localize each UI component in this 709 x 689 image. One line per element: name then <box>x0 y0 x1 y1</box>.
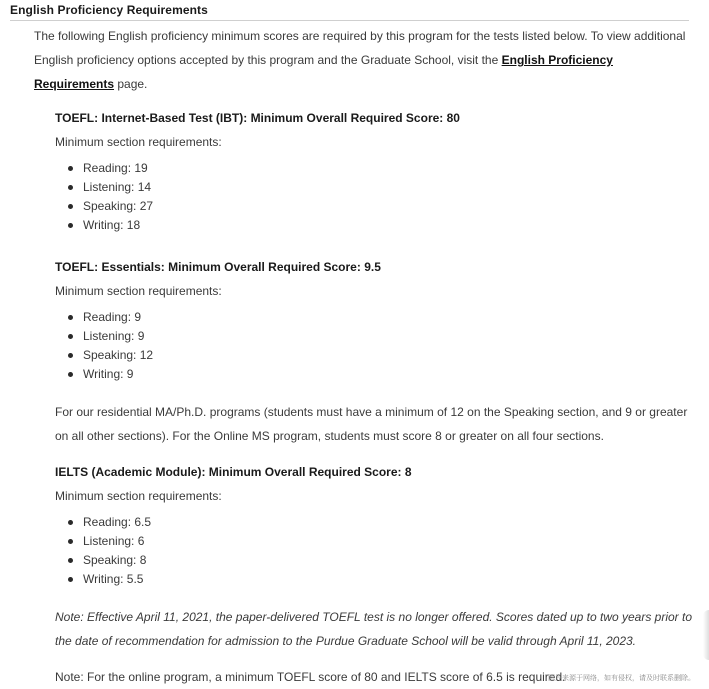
residential-requirements-note: For our residential MA/Ph.D. programs (students must have a minimum of 12 on the Speaking section, and 9 or greater on all other sections). For the Online MS program, students must score 8 or greater on all four sections. <box>55 405 688 443</box>
title-divider <box>10 20 689 21</box>
min-section-label: Minimum section requirements: <box>55 489 222 503</box>
list-item: Writing: 9 <box>83 365 695 384</box>
min-section-label: Minimum section requirements: <box>55 135 222 149</box>
list-item: Writing: 18 <box>83 216 695 235</box>
list-item: Speaking: 12 <box>83 346 695 365</box>
section-title: English Proficiency Requirements <box>10 3 208 17</box>
score-list <box>55 513 695 589</box>
list-item: Listening: 14 <box>83 178 695 197</box>
english-proficiency-link[interactable]: English Proficiency Requirements <box>34 53 613 91</box>
spacer <box>55 589 695 605</box>
list-item: Listening: 6 <box>83 532 695 551</box>
list-item: Listening: 9 <box>83 327 695 346</box>
watermark-text: 图片来源于网络，如有侵权，请及时联系删除。 <box>548 675 695 682</box>
list-item: Reading: 6.5 <box>83 513 695 532</box>
list-item: Reading: 9 <box>83 308 695 327</box>
test-heading: IELTS (Academic Module): Minimum Overall Required Score: 8 <box>55 465 412 479</box>
test-block-toefl-ibt <box>55 106 695 235</box>
score-list <box>55 308 695 384</box>
score-list <box>55 159 695 235</box>
spacer <box>55 653 695 665</box>
intro-paragraph <box>34 24 694 96</box>
min-section-label: Minimum section requirements: <box>55 284 222 298</box>
list-item: Reading: 19 <box>83 159 695 178</box>
list-item: Speaking: 27 <box>83 197 695 216</box>
intro-text-before: The following English proficiency minimum scores are required by this program for the tests listed below. To view additional English proficiency options accepted by this program and the Graduate School, visit the <box>34 29 686 67</box>
test-heading: TOEFL: Essentials: Minimum Overall Required Score: 9.5 <box>55 260 381 274</box>
test-block-ielts <box>55 460 695 589</box>
edge-shadow <box>703 610 709 660</box>
test-block-toefl-essentials <box>55 255 695 384</box>
paper-toefl-note: Note: Effective April 11, 2021, the paper-delivered TOEFL test is no longer offered. Scores dated up to two years prior to the date of recommendation for admission to the Purdue Graduate School will be valid through April 11, 2023. <box>55 610 693 648</box>
spacer <box>55 384 695 400</box>
requirements-content <box>55 106 695 689</box>
spacer <box>55 235 695 255</box>
intro-text-after: page. <box>114 77 148 91</box>
list-item: Writing: 5.5 <box>83 570 695 589</box>
test-heading: TOEFL: Internet-Based Test (IBT): Minimum Overall Required Score: 80 <box>55 111 460 125</box>
spacer <box>55 448 695 460</box>
list-item: Speaking: 8 <box>83 551 695 570</box>
online-program-note: Note: For the online program, a minimum TOEFL score of 80 and IELTS score of 6.5 is required. <box>55 670 566 684</box>
